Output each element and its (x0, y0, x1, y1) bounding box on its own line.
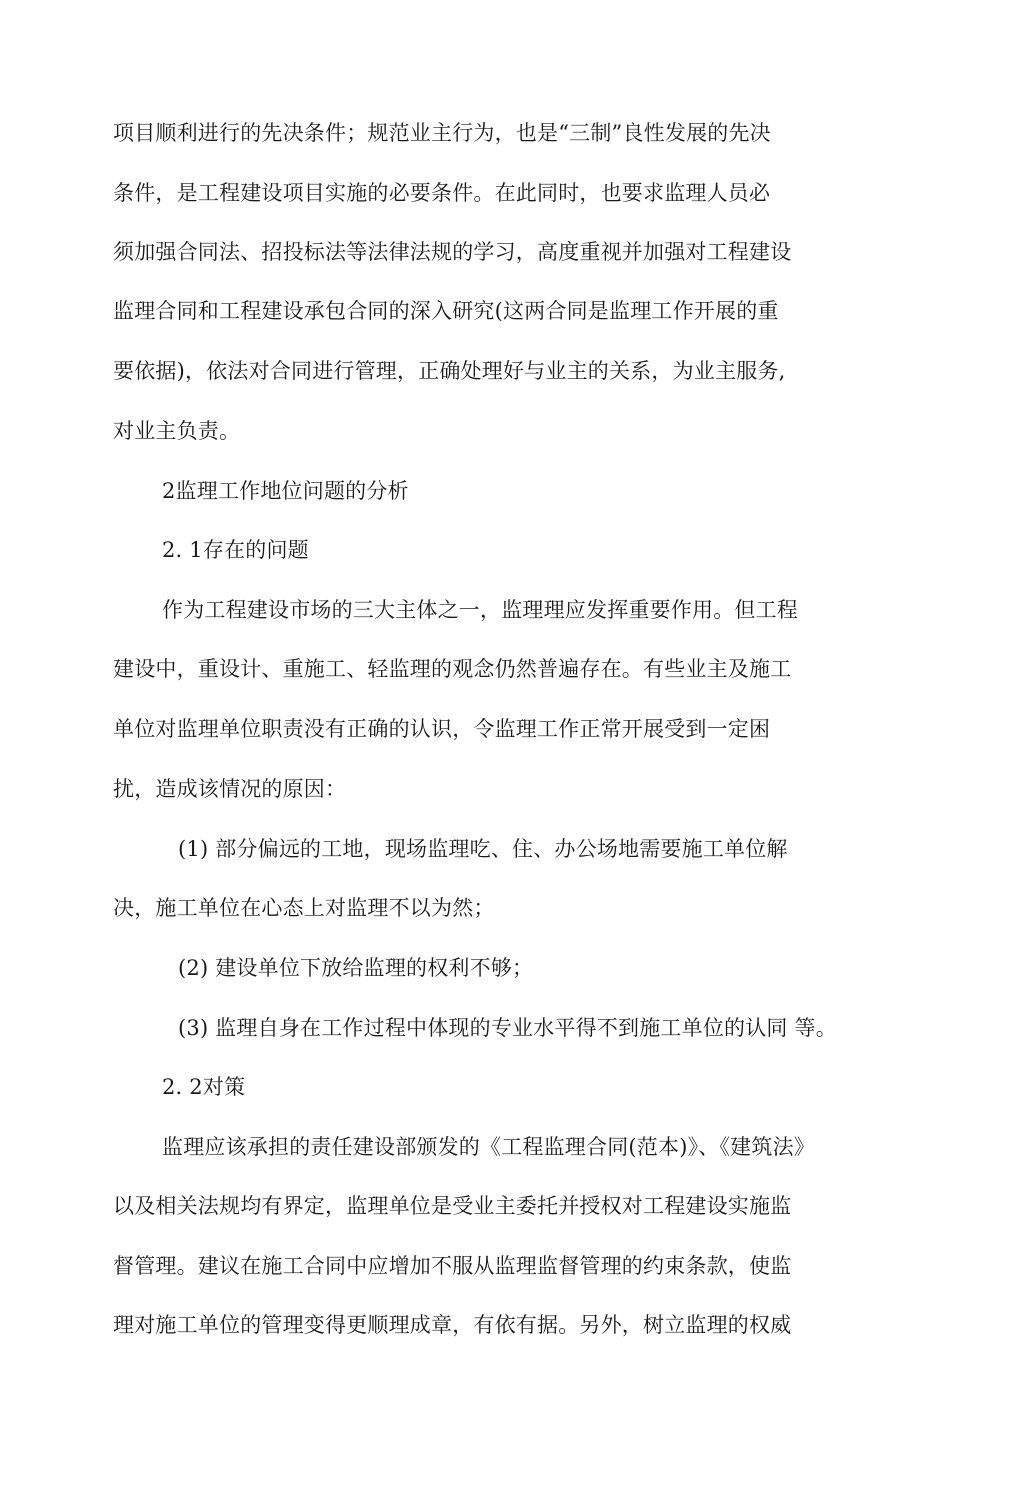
paragraph-line: 督管理。建议在施工合同中应增加不服从监理监督管理的约束条款，使监 (113, 1254, 792, 1278)
paragraph-line: 要依据)，依法对合同进行管理，正确处理好与业主的关系，为业主服务, (113, 359, 786, 383)
paragraph-line: 监理合同和工程建设承包合同的深入研究(这两合同是监理工作开展的重 (113, 299, 779, 323)
paragraph-line: 以及相关法规均有界定，监理单位是受业主委托并授权对工程建设实施监 (113, 1194, 792, 1218)
paragraph-line: 条件，是工程建设项目实施的必要条件。在此同时，也要求监理人员必 (113, 181, 771, 205)
paragraph-line: 对业主负责。 (113, 419, 241, 443)
paragraph-line: 作为工程建设市场的三大主体之一，监理理应发挥重要作用。但工程 (162, 598, 798, 622)
paragraph-line: 监理应该承担的责任建设部颁发的《工程监理合同(范本)》、《建筑法》 (162, 1135, 815, 1159)
section-heading: 2监理工作地位问题的分析 (162, 479, 409, 503)
paragraph-line: 扰，造成该情况的原因： (113, 777, 347, 801)
paragraph-line: 须加强合同法、招投标法等法律法规的学习，高度重视并加强对工程建设 (113, 240, 792, 264)
list-item: (1) 部分偏远的工地，现场监理吃、住、办公场地需要施工单位解 (178, 837, 788, 861)
paragraph-line: 决，施工单位在心态上对监理不以为然； (113, 896, 495, 920)
paragraph-line: 项目顺利进行的先决条件；规范业主行为，也是“三制”良性发展的先决 (113, 121, 771, 145)
subsection-heading: 2. 1存在的问题 (162, 538, 309, 562)
paragraph-line: 理对施工单位的管理变得更顺理成章，有依有据。另外，树立监理的权威 (113, 1313, 792, 1337)
paragraph-line: 单位对监理单位职责没有正确的认识，令监理工作正常开展受到一定困 (113, 717, 771, 741)
paragraph-line: 建设中，重设计、重施工、轻监理的观念仍然普遍存在。有些业主及施工 (113, 657, 792, 681)
list-item: (3) 监理自身在工作过程中体现的专业水平得不到施工单位的认同 等。 (178, 1016, 837, 1040)
subsection-heading: 2. 2对策 (162, 1075, 246, 1099)
list-item: (2) 建设单位下放给监理的权利不够； (178, 956, 534, 980)
